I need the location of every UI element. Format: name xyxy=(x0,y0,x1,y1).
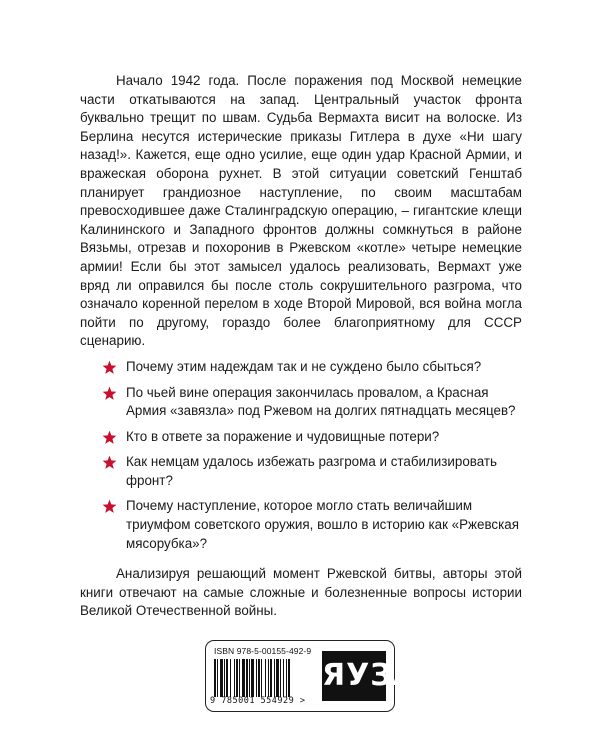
publisher-logo: ЯУЗА xyxy=(322,651,386,701)
list-item xyxy=(80,428,522,447)
questions-list xyxy=(80,358,522,553)
outro-paragraph: Анализируя решающий момент Ржевской битвы, авторы этой книги отвечают на самые сложные и болезненные вопросы истории Великой Отечественной войны. xyxy=(80,566,522,619)
list-item xyxy=(80,384,522,421)
question-text: Кто в ответе за поражение и чудовищные потери? xyxy=(126,428,440,444)
back-cover-text xyxy=(80,72,522,621)
red-star-icon xyxy=(102,499,117,514)
question-text: Как немцам удалось избежать разгрома и стабилизировать фронт? xyxy=(126,454,498,488)
ean-digits: 9 785001 554929 > xyxy=(210,696,306,706)
list-item xyxy=(80,358,522,377)
question-text: По чьей вине операция закончилась провалом, а Красная Армия «завязла» под Ржевом на долгих пятнадцать месяцев? xyxy=(126,384,516,419)
barcode-panel xyxy=(205,640,417,712)
red-star-icon xyxy=(102,386,117,401)
question-text: Почему этим надеждам так и не суждено было сбыться? xyxy=(126,358,482,374)
isbn-label: ISBN 978-5-00155-492-9 xyxy=(214,646,312,656)
red-star-icon xyxy=(102,455,117,470)
list-item xyxy=(80,497,522,553)
red-star-icon xyxy=(102,360,117,375)
red-star-icon xyxy=(102,430,117,445)
barcode-icon xyxy=(214,659,318,697)
intro-paragraph: Начало 1942 года. После поражения под Москвой немецкие части откатываются на запад. Центральный участок фронта буквально трещит по швам. Судьба Вермахта висит на волоске. Из Берлина несутся истерические приказы Гитлера в духе «Ни шагу назад!». Кажется, еще одно усилие, еще один удар Красной Армии, и вражеская оборона рухнет. В этой ситуации советский Генштаб планирует грандиозное наступление, по своим масштабам превосходившее даже Сталинградскую операцию, – гигантские клещи Калининского и Западного фронтов должны сомкнуться в районе Вязьмы, отрезав и похоронив в Ржевском «котле» четыре немецкие армии! Если бы этот замысел удалось реализовать, Вермахт уже вряд ли оправился бы после столь сокрушительного разгрома, что означало коренной перелом в ходе Второй Мировой, вся война могла пойти по другому, гораздо более благоприятному для СССР сценарию. xyxy=(80,73,522,349)
list-item xyxy=(80,453,522,490)
question-text: Почему наступление, которое могло стать величайшим триумфом советского оружия, вошло в историю как «Ржевская мясорубка»? xyxy=(126,498,519,551)
